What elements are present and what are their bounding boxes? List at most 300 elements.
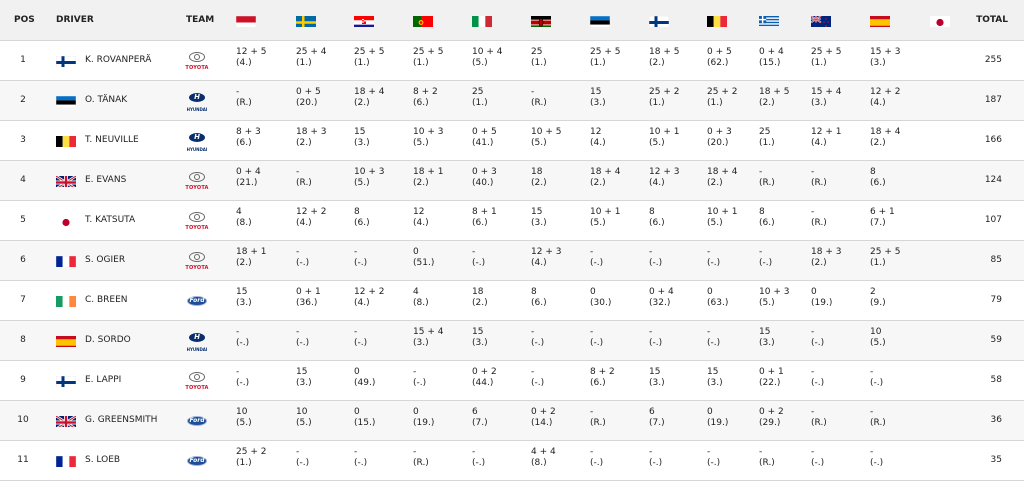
points: 0 + 3 [707,127,732,137]
driver-name[interactable]: S. LOEB [85,455,121,465]
rally-result-cell [531,327,544,349]
points: 0 + 5 [296,87,321,97]
rally-result-cell [870,167,886,189]
ford-logo-icon: Ford [185,292,209,310]
rally-result-cell [472,287,488,309]
rally-result-cell [870,247,900,269]
rally-result-cell [707,47,732,69]
rally-result-cell [472,447,485,469]
points: 25 [759,127,771,137]
table-row[interactable] [0,41,1024,81]
driver-name[interactable]: T. NEUVILLE [85,135,139,145]
rally-result-cell [472,167,497,189]
finish-position: (4.) [649,178,665,188]
points: - [296,327,300,337]
new-zealand-flag-icon [811,14,831,27]
rally-result-cell [811,207,827,229]
table-row[interactable] [0,361,1024,401]
finish-position: (5.) [472,58,488,68]
rally-result-cell [472,327,488,349]
france-flag-icon [56,454,76,467]
rally-result-cell [236,207,252,229]
rally-result-cell [649,367,665,389]
points: 12 + 2 [296,207,327,217]
finish-position: (3.) [707,378,723,388]
points: 12 + 3 [531,247,562,257]
rally-result-cell [413,167,443,189]
driver-header: DRIVER [56,15,94,25]
finish-position: (3.) [236,298,252,308]
rally-result-cell [759,207,775,229]
finish-position: (6.) [354,218,370,228]
points: 18 + 3 [296,127,327,137]
rally-result-cell [531,287,547,309]
position: 8 [20,335,26,345]
points: 18 [531,167,543,177]
finish-position: (R.) [296,178,312,188]
finish-position: (3.) [354,138,370,148]
points: 15 [649,367,661,377]
points: 0 + 2 [472,367,497,377]
points: 0 + 2 [759,407,784,417]
finish-position: (R.) [759,178,775,188]
finish-position: (3.) [472,338,488,348]
croatia-flag-icon [354,14,374,27]
points: 18 + 1 [413,167,444,177]
finish-position: (3.) [590,98,606,108]
rally-result-cell [413,327,443,349]
finish-position: (4.) [811,138,827,148]
points: - [354,247,358,257]
finish-position: (20.) [707,138,729,148]
points: 12 + 1 [811,127,842,137]
finish-position: (4.) [590,138,606,148]
rally-result-cell [236,447,266,469]
table-row[interactable] [0,161,1024,201]
points: 25 + 4 [296,47,327,57]
table-header [0,0,1024,41]
table-row[interactable] [0,401,1024,441]
points: - [811,447,815,457]
finish-position: (44.) [472,378,494,388]
hyundai-logo-icon: H HYUNDAI [186,333,208,352]
points: - [531,87,535,97]
points: 0 [354,367,360,377]
position: 7 [20,295,26,305]
rally-result-cell [354,447,367,469]
points: - [354,327,358,337]
total-points: 36 [990,415,1002,425]
finish-position: (-.) [707,458,721,468]
points: - [759,447,763,457]
finish-position: (62.) [707,58,729,68]
finish-position: (19.) [707,418,729,428]
driver-name[interactable]: G. GREENSMITH [85,415,158,425]
portugal-flag-icon [413,14,433,27]
table-row[interactable] [0,81,1024,121]
finish-position: (7.) [472,418,488,428]
points: 12 + 2 [870,87,901,97]
rally-result-cell [531,407,556,429]
points: 15 [759,327,771,337]
finish-position: (1.) [472,98,488,108]
finish-position: (1.) [649,98,665,108]
points: 15 + 4 [811,87,842,97]
table-row[interactable] [0,121,1024,161]
rally-result-cell [707,327,720,349]
rally-result-cell [354,47,384,69]
position: 1 [20,55,26,65]
points: - [811,207,815,217]
finish-position: (-.) [649,258,663,268]
points: 25 + 2 [649,87,680,97]
driver-name[interactable]: S. OGIER [85,255,126,265]
finish-position: (2.) [472,298,488,308]
finish-position: (1.) [707,98,723,108]
table-row[interactable] [0,321,1024,361]
finish-position: (3.) [649,378,665,388]
finish-position: (R.) [236,98,252,108]
rally-result-cell [811,247,841,269]
finish-position: (3.) [870,58,886,68]
points: 0 + 4 [649,287,674,297]
rally-result-cell [707,287,728,309]
rally-result-cell [870,287,886,309]
points: 10 + 3 [759,287,790,297]
rally-result-cell [811,127,841,149]
points: 8 + 2 [590,367,615,377]
finish-position: (-.) [590,258,604,268]
rally-result-cell [236,287,252,309]
finish-position: (-.) [296,258,310,268]
finish-position: (4.) [236,58,252,68]
finish-position: (4.) [531,258,547,268]
points: - [296,247,300,257]
driver-name[interactable]: O. TÄNAK [85,95,128,105]
rally-result-cell [413,447,429,469]
points: - [870,367,874,377]
rally-result-cell [707,167,737,189]
points: - [707,447,711,457]
table-row[interactable] [0,281,1024,321]
uk-flag-icon [56,414,76,427]
rally-result-cell [870,87,900,109]
rally-result-cell [870,367,883,389]
finish-position: (5.) [296,418,312,428]
points: 12 + 3 [649,167,680,177]
finish-position: (8.) [531,458,547,468]
rally-result-cell [236,247,266,269]
finish-position: (3.) [811,98,827,108]
finish-position: (-.) [236,378,250,388]
points: 0 [354,407,360,417]
finish-position: (19.) [811,298,833,308]
rally-result-cell [759,367,784,389]
rally-result-cell [531,447,556,469]
rally-result-cell [870,447,883,469]
finish-position: (14.) [531,418,553,428]
points: 0 + 2 [531,407,556,417]
rally-result-cell [649,327,662,349]
points: - [759,167,763,177]
finish-position: (R.) [531,98,547,108]
points: 10 [296,407,308,417]
japan-flag-icon [56,214,76,227]
rally-result-cell [354,367,375,389]
points: 15 [590,87,602,97]
points: 2 [870,287,876,297]
points: 25 + 5 [870,247,901,257]
points: 18 + 5 [759,87,790,97]
finish-position: (8.) [236,218,252,228]
rally-result-cell [472,247,485,269]
points: 25 + 5 [413,47,444,57]
finish-position: (8.) [413,298,429,308]
points: 8 [870,167,876,177]
points: 0 + 5 [472,127,497,137]
finish-position: (-.) [413,378,427,388]
finish-position: (6.) [870,178,886,188]
points: - [811,167,815,177]
points: 4 [236,207,242,217]
points: 0 [811,287,817,297]
rally-result-cell [531,47,547,69]
finish-position: (-.) [811,338,825,348]
rally-result-cell [472,87,488,109]
points: 18 + 3 [811,247,842,257]
rally-result-cell [590,247,603,269]
points: 15 [354,127,366,137]
finish-position: (-.) [354,458,368,468]
finish-position: (4.) [413,218,429,228]
rally-result-cell [649,407,665,429]
rally-result-cell [870,327,886,349]
rally-result-cell [759,47,784,69]
points: 8 + 2 [413,87,438,97]
rally-result-cell [649,127,679,149]
points: - [811,407,815,417]
rally-result-cell [236,87,252,109]
finish-position: (15.) [354,418,376,428]
driver-name[interactable]: C. BREEN [85,295,128,305]
finish-position: (63.) [707,298,729,308]
finish-position: (-.) [870,458,884,468]
finish-position: (5.) [531,138,547,148]
points: - [870,447,874,457]
toyota-logo-icon: TOYOTA [185,252,209,270]
points: 4 [413,287,419,297]
rally-result-cell [707,87,737,109]
finish-position: (1.) [354,58,370,68]
finish-position: (R.) [759,458,775,468]
finish-position: (7.) [870,218,886,228]
points: - [236,367,240,377]
points: 0 + 5 [707,47,732,57]
points: - [413,447,417,457]
belgium-flag-icon [56,134,76,147]
finish-position: (5.) [759,298,775,308]
points: 10 + 3 [413,127,444,137]
rally-result-cell [531,247,561,269]
rally-result-cell [413,127,443,149]
points: 10 + 1 [649,127,680,137]
points: 8 [759,207,765,217]
rally-result-cell [811,447,824,469]
total-points: 85 [990,255,1002,265]
finish-position: (1.) [236,458,252,468]
driver-name[interactable]: E. LAPPI [85,375,122,385]
rally-result-cell [707,367,723,389]
finish-position: (30.) [590,298,612,308]
finish-position: (2.) [354,98,370,108]
rally-result-cell [759,167,775,189]
points: 10 + 4 [472,47,503,57]
finish-position: (20.) [296,98,318,108]
rally-result-cell [472,47,502,69]
points: 25 + 2 [707,87,738,97]
rally-result-cell [649,207,665,229]
finish-position: (2.) [236,258,252,268]
driver-name[interactable]: E. EVANS [85,175,127,185]
finish-position: (7.) [649,418,665,428]
rally-result-cell [531,207,547,229]
finish-position: (21.) [236,178,258,188]
driver-name[interactable]: D. SORDO [85,335,131,345]
position: 4 [20,175,26,185]
rally-result-cell [413,287,429,309]
position: 11 [17,455,29,465]
finish-position: (R.) [413,458,429,468]
rally-result-cell [472,367,497,389]
spain-flag-icon [56,334,76,347]
total-points: 58 [990,375,1002,385]
points: - [707,327,711,337]
total-header: TOTAL [976,15,1008,25]
rally-result-cell [870,127,900,149]
points: - [413,367,417,377]
finish-position: (3.) [759,338,775,348]
rally-result-cell [354,127,370,149]
rally-result-cell [870,407,886,429]
finish-position: (-.) [870,378,884,388]
finish-position: (6.) [413,98,429,108]
points: 25 + 2 [236,447,267,457]
toyota-logo-icon: TOYOTA [185,372,209,390]
finish-position: (6.) [759,218,775,228]
finish-position: (1.) [296,58,312,68]
table-row[interactable] [0,441,1024,481]
finish-position: (5.) [236,418,252,428]
driver-name[interactable]: K. ROVANPERÄ [85,55,152,65]
rally-result-cell [870,47,900,69]
points: 25 [472,87,484,97]
rally-result-cell [707,447,720,469]
rally-result-cell [759,247,772,269]
rally-result-cell [590,447,603,469]
finish-position: (4.) [870,98,886,108]
position: 10 [17,415,29,425]
points: - [531,367,535,377]
table-row[interactable] [0,241,1024,281]
rally-result-cell [472,207,497,229]
driver-name[interactable]: T. KATSUTA [85,215,136,225]
ireland-flag-icon [56,294,76,307]
points: 0 [707,287,713,297]
finish-position: (1.) [870,258,886,268]
rally-result-cell [707,207,737,229]
rally-result-cell [707,407,728,429]
finish-position: (6.) [531,298,547,308]
rally-result-cell [413,207,429,229]
finish-position: (2.) [590,178,606,188]
rally-result-cell [531,87,547,109]
total-points: 166 [984,135,1002,145]
rally-result-cell [759,87,789,109]
rally-result-cell [472,407,488,429]
finish-position: (-.) [811,378,825,388]
spain-flag-icon [870,14,890,27]
hyundai-logo-icon: H HYUNDAI [186,93,208,112]
rally-result-cell [811,367,824,389]
rally-result-cell [296,407,312,429]
rally-result-cell [649,287,674,309]
rally-result-cell [413,87,438,109]
points: 25 [531,47,543,57]
points: 15 + 4 [413,327,444,337]
rally-result-cell [296,127,326,149]
position: 9 [20,375,26,385]
rally-result-cell [296,447,309,469]
estonia-flag-icon [590,14,610,27]
points: - [236,327,240,337]
points: 18 [472,287,484,297]
finish-position: (-.) [590,458,604,468]
finish-position: (R.) [590,418,606,428]
estonia-flag-icon [56,94,76,107]
rally-result-cell [354,167,384,189]
points: 0 + 4 [759,47,784,57]
points: - [590,327,594,337]
points: 10 + 3 [354,167,385,177]
points: 8 + 3 [236,127,261,137]
toyota-logo-icon: TOYOTA [185,212,209,230]
rally-result-cell [759,407,784,429]
finish-position: (-.) [296,338,310,348]
italy-flag-icon [472,14,492,27]
finish-position: (3.) [296,378,312,388]
rally-result-cell [590,367,615,389]
rally-result-cell [354,327,367,349]
rally-result-cell [354,407,375,429]
finish-position: (3.) [413,338,429,348]
finish-position: (6.) [236,138,252,148]
finish-position: (1.) [590,58,606,68]
finish-position: (22.) [759,378,781,388]
table-row[interactable] [0,201,1024,241]
position: 3 [20,135,26,145]
total-points: 79 [990,295,1002,305]
finland-flag-icon [56,54,76,67]
finish-position: (19.) [413,418,435,428]
rally-result-cell [590,327,603,349]
rally-result-cell [811,287,832,309]
finish-position: (5.) [649,138,665,148]
points: 10 [870,327,882,337]
finish-position: (-.) [472,258,486,268]
rally-result-cell [707,247,720,269]
rally-result-cell [811,47,841,69]
rally-result-cell [531,367,544,389]
